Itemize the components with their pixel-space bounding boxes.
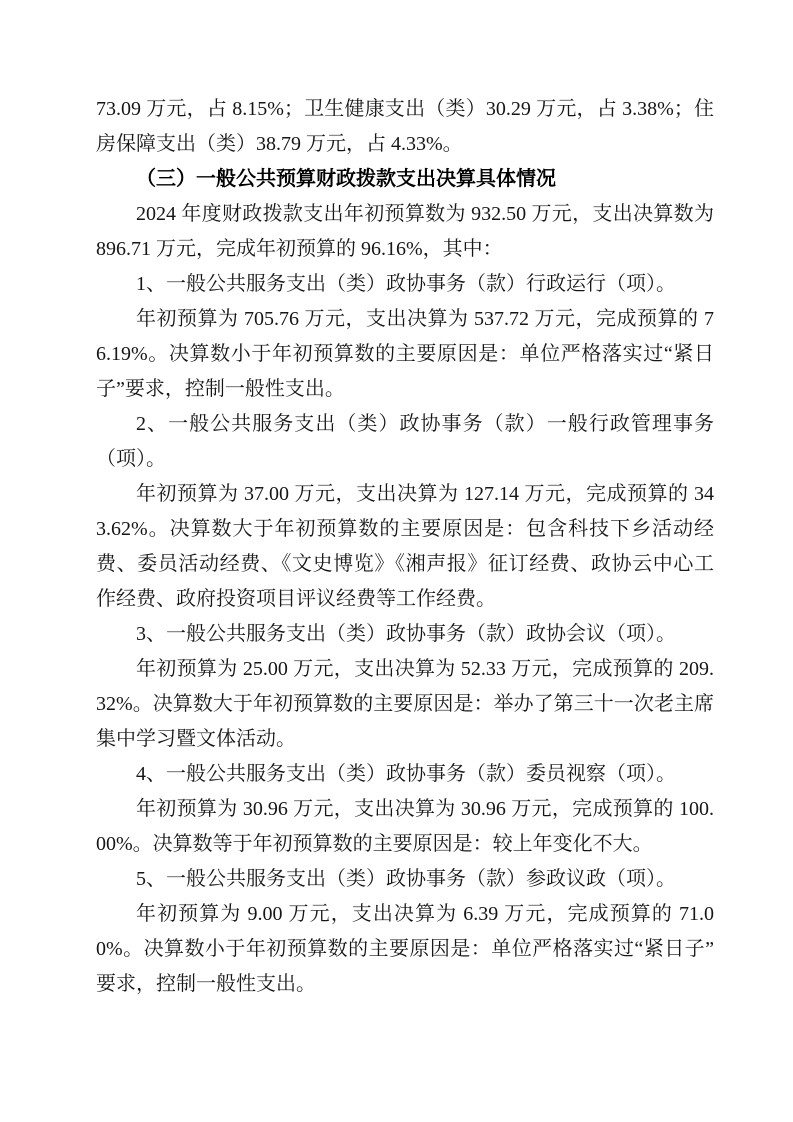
para-item-1-detail: 年初预算为 705.76 万元，支出决算为 537.72 万元，完成预算的 76.19%。决算数小于年初预算数的主要原因是：单位严格落实过“紧日子”要求，控制一般性支出。 — [96, 308, 714, 400]
para-item-2-title: 2、一般公共服务支出（类）政协事务（款）一般行政管理事务（项）。 — [96, 413, 714, 470]
para-expense-categories-continued: 73.09 万元，占 8.15%；卫生健康支出（类）30.29 万元，占 3.38%；住房保障支出（类）38.79 万元，占 4.33%。 — [96, 98, 714, 155]
para-item-4-detail: 年初预算为 30.96 万元，支出决算为 30.96 万元，完成预算的 100.00%。决算数等于年初预算数的主要原因是：较上年变化不大。 — [96, 798, 714, 855]
para-budget-overview: 2024 年度财政拨款支出年初预算数为 932.50 万元，支出决算数为 896.71 万元，完成年初预算的 96.16%，其中： — [96, 203, 714, 260]
para-item-2-detail: 年初预算为 37.00 万元，支出决算为 127.14 万元，完成预算的 343.62%。决算数大于年初预算数的主要原因是：包含科技下乡活动经费、委员活动经费、《文史博览》《湘声报》征订经费、政协云中心工作经费、政府投资项目评议经费等工作经费。 — [96, 483, 714, 610]
document-body — [96, 92, 714, 1002]
para-item-4-title: 4、一般公共服务支出（类）政协事务（款）委员视察（项）。 — [136, 763, 676, 785]
para-item-3-detail: 年初预算为 25.00 万元，支出决算为 52.33 万元，完成预算的 209.32%。决算数大于年初预算数的主要原因是：举办了第三十一次老主席集中学习暨文体活动。 — [96, 658, 714, 750]
para-item-3-title: 3、一般公共服务支出（类）政协事务（款）政协会议（项）。 — [136, 623, 676, 645]
section-heading-3: （三）一般公共预算财政拨款支出决算具体情况 — [136, 168, 556, 190]
para-item-5-detail: 年初预算为 9.00 万元，支出决算为 6.39 万元，完成预算的 71.00%。决算数小于年初预算数的主要原因是：单位严格落实过“紧日子”要求，控制一般性支出。 — [96, 903, 714, 995]
para-item-5-title: 5、一般公共服务支出（类）政协事务（款）参政议政（项）。 — [136, 868, 676, 890]
para-item-1-title: 1、一般公共服务支出（类）政协事务（款）行政运行（项）。 — [136, 273, 676, 295]
